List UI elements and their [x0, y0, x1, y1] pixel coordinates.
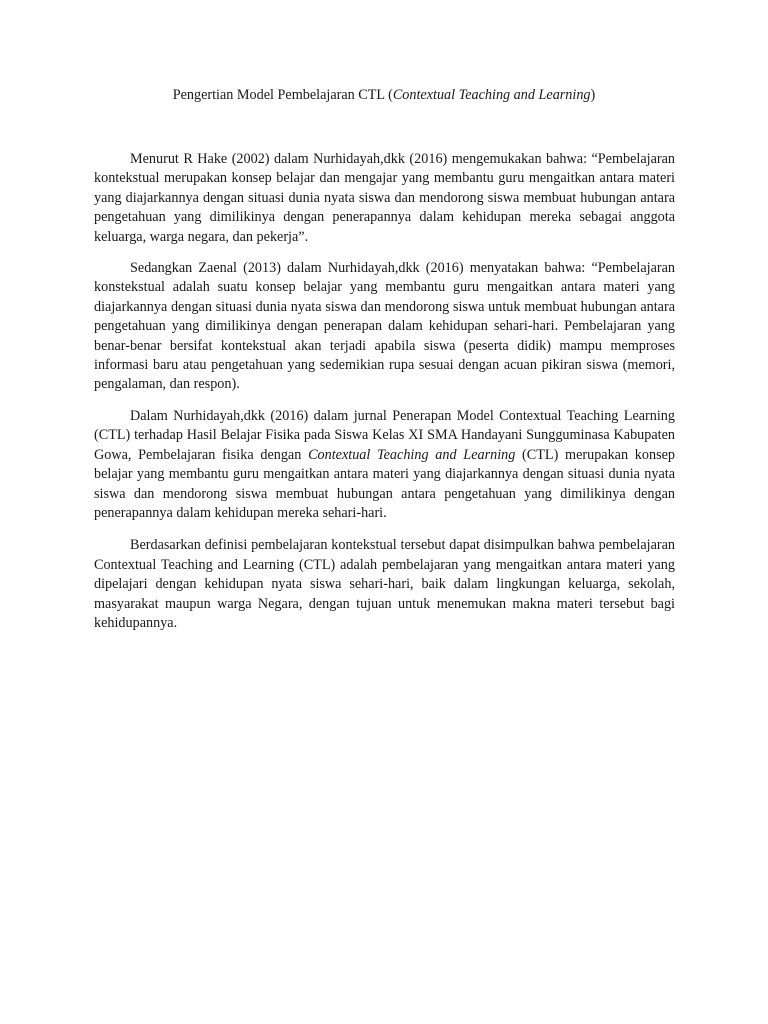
paragraph-3-before: Dalam Nurhidayah,dkk (2016) dalam jurnal Penerapan Model Contextual Teaching Learning (CTL) terhadap Hasil Belajar Fisika pada Siswa Kelas XI SMA Handayani Sungguminasa Kabupaten Gowa, Pembelajaran fisika dengan	[94, 407, 675, 463]
paragraph-3-after: (CTL) merupakan konsep belajar yang membantu guru mengaitkan antara materi yang diajarkannya dengan situasi dunia nyata siswa dan mendorong siswa membuat hubungan antara pengetahuan yang dimilikinya dengan penerapannya dalam kehidupan mereka sehari-hari.	[94, 446, 675, 521]
document-title	[0, 85, 768, 105]
paragraph-3-italic: Contextual Teaching and Learning	[308, 446, 516, 463]
title-prefix: Pengertian Model Pembelajaran CTL (	[172, 87, 393, 103]
document-body	[94, 150, 675, 644]
title-italic: Contextual Teaching and Learning	[392, 87, 591, 103]
paragraph-4: Berdasarkan definisi pembelajaran kontekstual tersebut dapat disimpulkan bahwa pembelajaran Contextual Teaching and Learning (CTL) adalah pembelajaran yang mengaitkan antara materi yang dipelajari dengan kehidupan nyata siswa sehari-hari, baik dalam lingkungan keluarga, sekolah, masyarakat maupun warga Negara, dengan tujuan untuk menemukan makna materi tersebut bagi kehidupannya.	[94, 537, 675, 631]
title-suffix: )	[590, 87, 596, 103]
paragraph-1: Menurut R Hake (2002) dalam Nurhidayah,dkk (2016) mengemukakan bahwa: “Pembelajaran kontekstual merupakan konsep belajar dan mengajar yang membantu guru mengaitkan antara materi yang diajarkannya dengan situasi dunia nyata siswa dan mendorong siswa membuat hubungan antara pengetahuan yang dimilikinya dengan penerapannya dalam kehidupan mereka sebagai anggota keluarga, warga negara, dan pekerja”.	[94, 151, 675, 245]
paragraph-3	[94, 407, 675, 523]
paragraph-2: Sedangkan Zaenal (2013) dalam Nurhidayah,dkk (2016) menyatakan bahwa: “Pembelajaran konstekstual adalah suatu konsep belajar yang membantu guru mengaitkan antara materi yang diajarkannya dengan situasi dunia nyata siswa dan mendorong siswa untuk membuat hubungan antara pengetahuan yang dimilikinya dengan penerapan dalam kehidupan sehari-hari. Pembelajaran yang benar-benar bersifat kontekstual akan terjadi apabila siswa (peserta didik) mampu memproses informasi baru atau pengetahuan yang sedemikian rupa sesuai dengan acuan pikiran siswa (memori, pengalaman, dan respon).	[94, 260, 675, 393]
